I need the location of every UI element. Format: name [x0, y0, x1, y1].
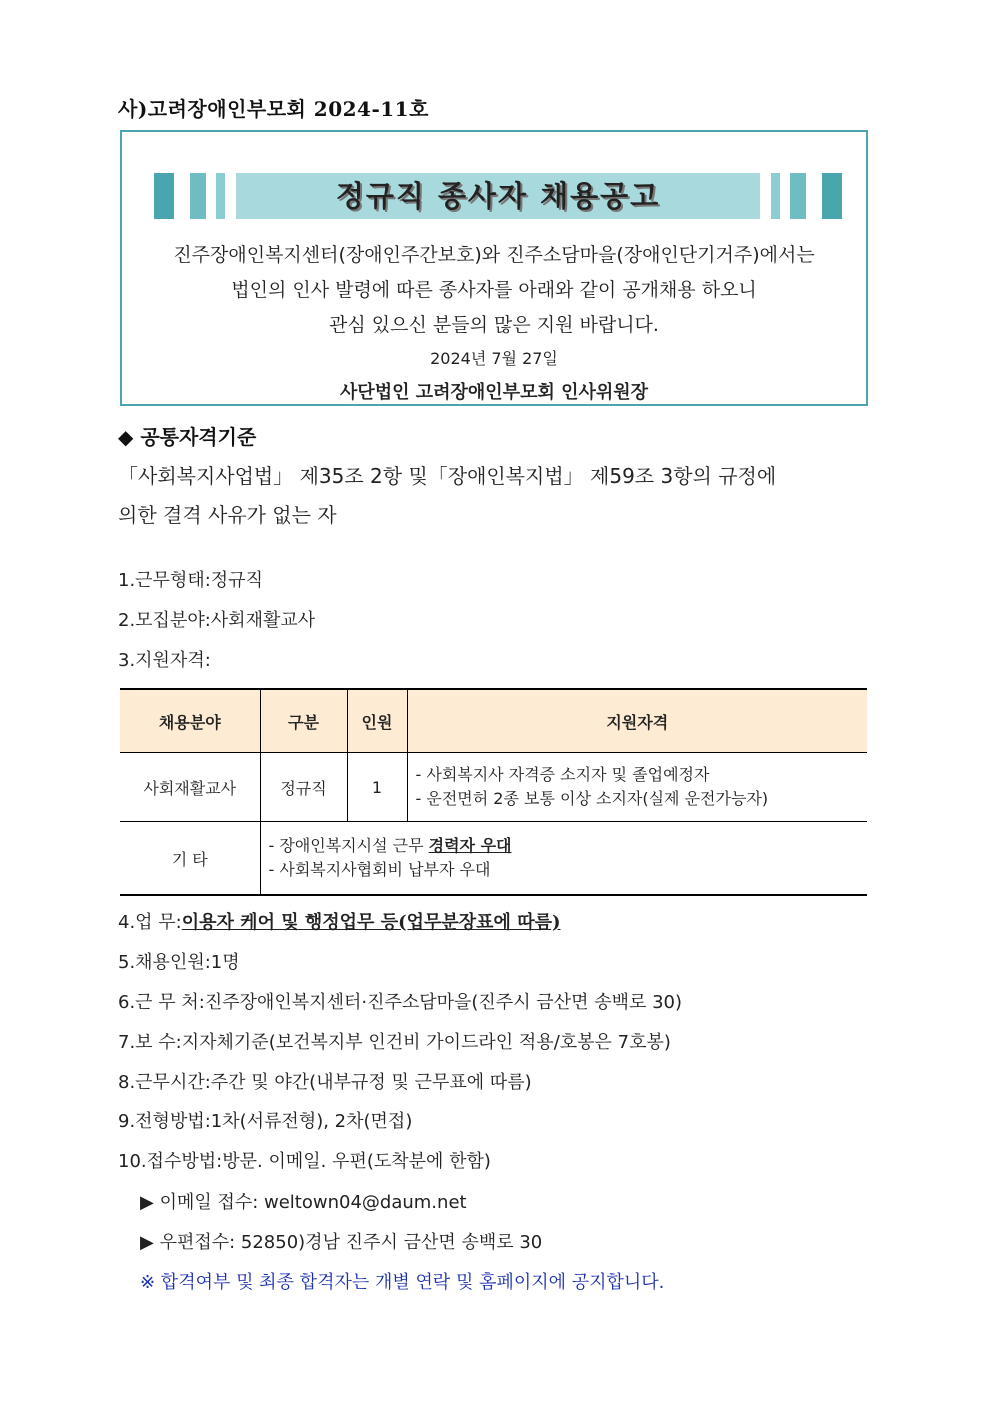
- item-label: 9.전형방법:: [118, 1111, 211, 1132]
- header-qualification: 지원자격: [407, 689, 867, 753]
- item-label: 3.지원자격:: [118, 650, 211, 671]
- item-label: 1.근무형태:: [118, 570, 211, 591]
- final-notice: ※ 합격여부 및 최종 합격자는 개별 연락 및 홈페이지에 공지합니다.: [140, 1272, 665, 1293]
- item-hours: [118, 1068, 532, 1094]
- item-value: 방문. 이메일. 우편(도착분에 한함): [222, 1151, 491, 1172]
- cell-other-label: 기 타: [120, 822, 260, 896]
- post-submission: ▶ 우편접수: 52850)경남 진주시 금산면 송백로 30: [140, 1232, 543, 1253]
- other-line: - 사회복지사협회비 납부자 우대: [268, 860, 491, 879]
- item-qualification: [118, 646, 211, 672]
- item-value: 지자체기준(보건복지부 인건비 가이드라인 적용/호봉은 7호봉): [181, 1032, 671, 1053]
- item-label: 7.보 수:: [118, 1032, 182, 1053]
- banner-stripe: [822, 173, 842, 219]
- banner-title: 정규직 종사자 채용공고: [236, 173, 760, 219]
- banner-stripe: [154, 173, 174, 219]
- item-salary: [118, 1028, 671, 1054]
- header-type: 구분: [260, 689, 347, 753]
- table-row: [120, 753, 867, 822]
- cell-qualification: [407, 753, 867, 822]
- item-selection: [118, 1107, 412, 1133]
- item-value: 정규직: [210, 570, 263, 591]
- table-row: [120, 822, 867, 896]
- table-header-row: [120, 689, 867, 753]
- item-application-method: [118, 1147, 491, 1173]
- item-workplace: [118, 988, 682, 1014]
- banner-stripe: [190, 173, 206, 219]
- item-value: 사회재활교사: [210, 610, 316, 631]
- item-headcount: [118, 948, 240, 974]
- item-label: 2.모집분야:: [118, 610, 211, 631]
- cell-count: 1: [347, 753, 407, 822]
- qualification-line: - 사회복지사 자격증 소지자 및 졸업예정자: [415, 765, 710, 784]
- document-number: 사)고려장애인부모회 2024-11호: [118, 97, 429, 121]
- email-submission: ▶ 이메일 접수: weltown04@daum.net: [140, 1192, 467, 1213]
- signer: 사단법인 고려장애인부모회 인사위원장: [339, 382, 649, 403]
- other-line: - 장애인복지시설 근무 경력자 우대: [268, 836, 512, 855]
- item-value: 주간 및 야간(내부규정 및 근무표에 따름): [210, 1072, 532, 1093]
- common-criteria-line-1: 「사회복지사업법」 제35조 2항 및「장애인복지법」 제59조 3항의 규정에: [118, 464, 777, 488]
- banner-stripe: [790, 173, 806, 219]
- common-criteria-line-2: 의한 결격 사유가 없는 자: [118, 503, 337, 527]
- cell-field: 사회재활교사: [120, 753, 260, 822]
- title-banner: [154, 173, 842, 219]
- intro-line-1: 진주장애인복지센터(장애인주간보호)와 진주소담마을(장애인단기거주)에서는: [173, 244, 815, 266]
- cell-other-content: [260, 822, 867, 896]
- intro-line-3: 관심 있으신 분들의 많은 지원 바랍니다.: [329, 314, 659, 336]
- announcement-box: [120, 130, 868, 406]
- item-duties: [118, 908, 561, 934]
- common-criteria-title: ◆ 공통자격기준: [118, 425, 257, 449]
- item-label: 5.채용인원:: [118, 952, 211, 973]
- header-field: 채용분야: [120, 689, 260, 753]
- banner-stripe: [216, 173, 225, 219]
- qualification-table: [120, 688, 867, 896]
- item-value: 1명: [210, 952, 240, 973]
- qualification-line: - 운전면허 2종 보통 이상 소지자(실제 운전가능자): [415, 789, 769, 808]
- header-count: 인원: [347, 689, 407, 753]
- item-value: 이용자 케어 및 행정업무 등(업무분장표에 따름): [181, 912, 561, 933]
- announcement-date: 2024년 7월 27일: [430, 349, 558, 368]
- banner-stripe: [771, 173, 780, 219]
- item-label: 4.업 무:: [118, 912, 182, 933]
- item-employment-type: [118, 566, 263, 592]
- item-value: 진주장애인복지센터·진주소담마을(진주시 금산면 송백로 30): [204, 992, 683, 1013]
- experience-preference: 경력자 우대: [428, 836, 512, 855]
- item-label: 8.근무시간:: [118, 1072, 211, 1093]
- item-label: 6.근 무 처:: [118, 992, 205, 1013]
- cell-type: 정규직: [260, 753, 347, 822]
- item-field: [118, 606, 315, 632]
- item-label: 10.접수방법:: [118, 1151, 223, 1172]
- item-value: 1차(서류전형), 2차(면접): [210, 1111, 413, 1132]
- intro-line-2: 법인의 인사 발령에 따른 종사자를 아래와 같이 공개채용 하오니: [231, 279, 757, 301]
